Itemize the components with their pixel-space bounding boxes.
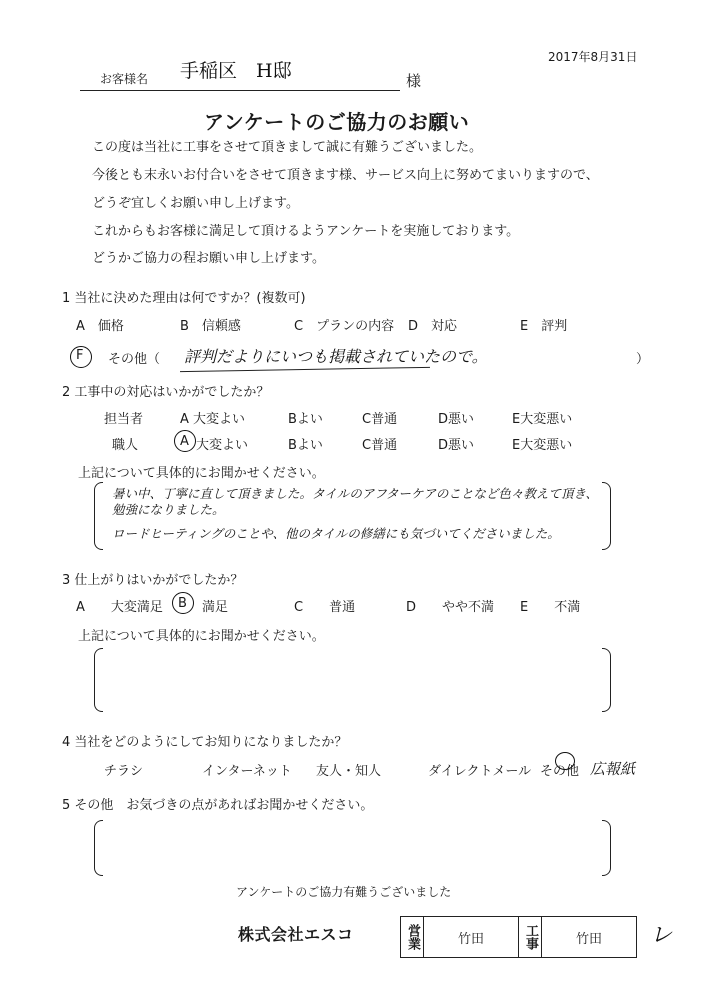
q4-option-flyer[interactable]: チラシ [104,764,144,779]
q1-other-answer[interactable]: 評判だよりにいつも掲載されていたので。 [184,347,488,366]
q4-option-other[interactable]: その他 [540,764,580,779]
q1-option-d[interactable]: D 対応 [408,319,458,334]
company-name: 株式会社エスコ [238,925,354,944]
page-title: アンケートのご協力のお願い [204,110,470,134]
q1-other-label: その他（ [108,352,161,367]
q2-question: 2 工事中の対応はいかがでしたか？ [62,385,270,400]
q2-row1-option-e[interactable]: E大変悪い [512,412,573,427]
q1-option-f-letter[interactable]: F [76,348,84,363]
q3-bracket-left [94,648,103,712]
staff-construction-label: 工事 [519,917,542,958]
q2-answer-line[interactable]: ロードヒーティングのことや、他のタイルの修繕にも気づいてくださいました。 [112,526,560,541]
q2-row2-option-a-text: 大変よい [196,438,249,453]
q2-row1-option-a[interactable]: A 大変よい [180,412,246,427]
q3-option-b[interactable]: B [178,596,187,611]
q2-bracket-left [94,482,103,550]
q2-row2-option-a[interactable]: A [180,434,189,449]
customer-name-underline [80,90,400,91]
q4-option-friend[interactable]: 友人・知人 [316,764,382,779]
intro-line: 今後とも末永いお付合いをさせて頂きます様、サービス向上に努めてまいりますので、 [92,168,599,183]
q1-answer-underline [180,367,430,373]
q3-option-e[interactable]: E 不満 [520,600,581,615]
q3-question: 3 仕上がりはいかがでしたか？ [62,573,244,588]
q4-option-internet[interactable]: インターネット [202,764,292,779]
q4-option-direct-mail[interactable]: ダイレクトメール [428,764,532,779]
intro-line: この度は当社に工事をさせて頂きまして誠に有難うございました。 [92,140,483,155]
q3-option-a[interactable]: A 大変満足 [76,600,163,615]
customer-suffix: 様 [406,72,422,90]
q1-option-e[interactable]: E 評判 [520,319,568,334]
q5-bracket-left [94,820,103,876]
q3-option-d[interactable]: D やや不満 [406,600,495,615]
q2-row1-option-d[interactable]: D悪い [438,412,475,427]
customer-name: 手稲区 H邸 [180,60,292,82]
q1-option-b[interactable]: B 信頼感 [180,319,241,334]
q1-close-paren: ） [636,352,650,367]
staff-sales-label: 営業 [401,917,424,958]
survey-date: 2017年8月31日 [548,50,638,64]
q2-row2-option-b[interactable]: Bよい [288,438,323,453]
q1-question: 1 当社に決めた理由は何ですか？(複数可) [62,291,306,306]
thanks-message: アンケートのご協力有難うございました [236,885,452,899]
q3-option-b-text: 満足 [202,600,229,615]
q2-row2-option-d[interactable]: D悪い [438,438,475,453]
q2-row1-option-c[interactable]: C普通 [362,412,398,427]
staff-construction-name: 竹田 [542,917,637,958]
q2-row-label: 職人 [112,438,139,453]
q5-bracket-right [602,820,611,876]
intro-line: これからもお客様に満足して頂けるようアンケートを実施しております。 [92,224,520,239]
q1-option-c[interactable]: C プランの内容 [294,319,395,334]
q3-bracket-right [602,648,611,712]
q2-row1-option-b[interactable]: Bよい [288,412,323,427]
intro-line: どうかご協力の程お願い申し上げます。 [92,251,325,266]
staff-sales-name: 竹田 [424,917,519,958]
q2-detail-prompt: 上記について具体的にお聞かせください。 [78,466,325,481]
q3-option-c[interactable]: C 普通 [294,600,356,615]
q4-other-answer[interactable]: 広報紙 [590,760,636,778]
q5-question: 5 その他 お気づきの点があればお聞かせください。 [62,798,374,813]
customer-label: お客様名 [100,72,149,86]
q2-row2-option-e[interactable]: E大変悪い [512,438,573,453]
check-mark: レ [650,923,673,948]
q2-answer-line[interactable]: 暑い中、丁寧に直して頂きました。タイルのアフターケアのことなど色々教えて頂き、勉強になりました。 [112,486,598,517]
staff-table [400,916,637,958]
q3-detail-prompt: 上記について具体的にお聞かせください。 [78,629,325,644]
q4-question: 4 当社をどのようにしてお知りになりましたか？ [62,735,348,750]
q2-row2-option-c[interactable]: C普通 [362,438,398,453]
intro-line: どうぞ宜しくお願い申し上げます。 [92,196,299,211]
q2-row-label: 担当者 [104,412,144,427]
q1-option-a[interactable]: A 価格 [76,319,124,334]
